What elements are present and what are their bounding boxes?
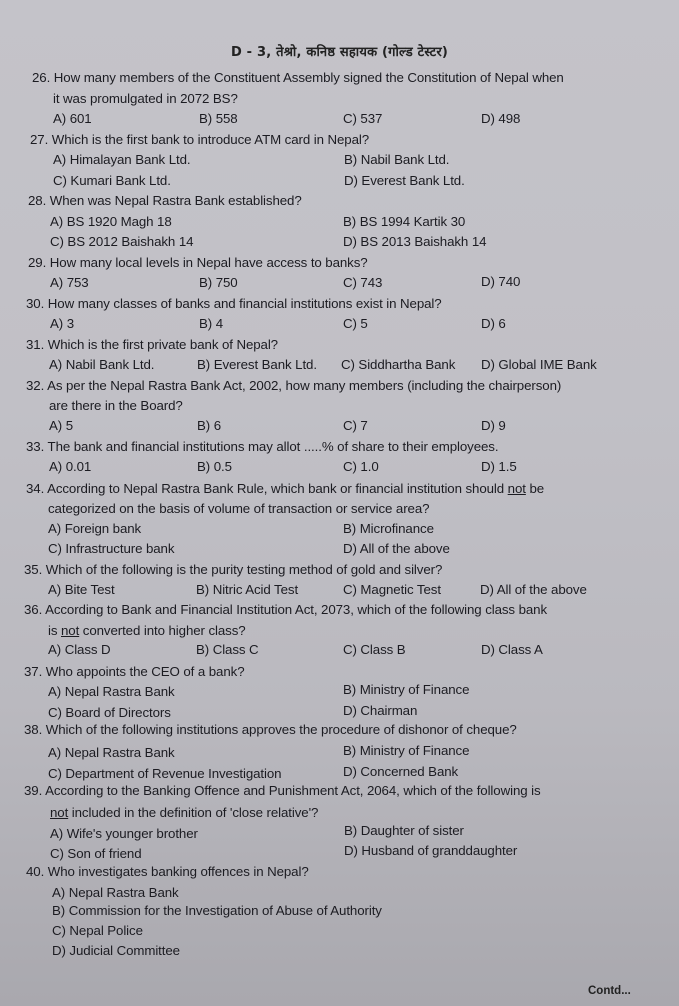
question-text: According to Nepal Rastra Bank Rule, which bank or financial institution should bbox=[47, 481, 508, 496]
option-b: B) Daughter of sister bbox=[344, 823, 464, 838]
question-stem bbox=[26, 337, 278, 352]
option-c: C) BS 2012 Baishakh 14 bbox=[50, 234, 194, 249]
option-c: C) 743 bbox=[343, 275, 383, 290]
question-text: As per the Nepal Rastra Bank Act, 2002, how many members (including the chairperson) bbox=[47, 378, 562, 393]
option-c: C) Infrastructure bank bbox=[48, 541, 175, 556]
question-stem bbox=[26, 378, 561, 393]
question-stem-cont: categorized on the basis of volume of transaction or service area? bbox=[48, 501, 430, 516]
option-c: C) Siddhartha Bank bbox=[341, 357, 456, 372]
question-number: 39. bbox=[24, 783, 43, 798]
question-text: is bbox=[48, 623, 61, 638]
question-stem-cont: it was promulgated in 2072 BS? bbox=[53, 91, 238, 106]
option-d: D) BS 2013 Baishakh 14 bbox=[343, 234, 487, 249]
option-d: D) 1.5 bbox=[481, 459, 517, 474]
option-c: C) Kumari Bank Ltd. bbox=[53, 173, 171, 188]
question-number: 31. bbox=[26, 337, 45, 352]
option-d: D) Husband of granddaughter bbox=[344, 843, 518, 858]
option-b: B) Nitric Acid Test bbox=[196, 582, 299, 597]
question-stem bbox=[28, 255, 368, 270]
option-d: D) Class A bbox=[481, 642, 543, 657]
question-text: The bank and financial institutions may allot .....% of share to their employees. bbox=[47, 439, 499, 454]
option-c: C) 5 bbox=[343, 316, 368, 331]
option-a: A) 0.01 bbox=[49, 459, 92, 474]
option-a: A) 5 bbox=[49, 418, 73, 433]
option-b: B) Class C bbox=[196, 642, 259, 657]
question-text: Which is the first private bank of Nepal? bbox=[47, 337, 278, 352]
question-text: Who investigates banking offences in Nepal? bbox=[47, 864, 309, 879]
question-number: 30. bbox=[26, 296, 45, 311]
question-number: 32. bbox=[26, 378, 45, 393]
question-text: When was Nepal Rastra Bank established? bbox=[49, 193, 302, 208]
option-d: D) 740 bbox=[481, 274, 521, 289]
question-stem bbox=[24, 783, 541, 798]
option-a: A) 753 bbox=[50, 275, 89, 290]
question-number: 34. bbox=[26, 481, 45, 496]
question-stem-cont bbox=[50, 805, 318, 820]
option-d: D) All of the above bbox=[480, 582, 587, 597]
question-stem bbox=[26, 864, 309, 879]
option-b: B) Ministry of Finance bbox=[343, 743, 470, 758]
question-number: 38. bbox=[24, 722, 43, 737]
option-a: A) Nabil Bank Ltd. bbox=[49, 357, 155, 372]
question-stem bbox=[24, 562, 442, 577]
option-b: B) Microfinance bbox=[343, 521, 434, 536]
option-c: C) Son of friend bbox=[50, 846, 142, 861]
option-a: A) Bite Test bbox=[48, 582, 115, 597]
option-c: C) 1.0 bbox=[343, 459, 379, 474]
question-stem bbox=[32, 70, 564, 85]
question-number: 33. bbox=[26, 439, 45, 454]
question-text-end: be bbox=[525, 481, 545, 496]
question-stem bbox=[26, 439, 498, 454]
option-d: D) Concerned Bank bbox=[343, 764, 459, 779]
option-c: C) Magnetic Test bbox=[343, 582, 441, 597]
option-c: C) Board of Directors bbox=[48, 705, 171, 720]
option-a: A) Class D bbox=[48, 642, 111, 657]
option-d: D) Chairman bbox=[343, 703, 418, 718]
question-text: Which of the following institutions approves the procedure of dishonor of cheque? bbox=[45, 722, 517, 737]
option-a: A) Foreign bank bbox=[48, 521, 142, 536]
question-number: 40. bbox=[26, 864, 45, 879]
option-b: B) 558 bbox=[199, 111, 238, 126]
option-c: C) Department of Revenue Investigation bbox=[48, 766, 282, 781]
question-text: How many classes of banks and financial institutions exist in Nepal? bbox=[47, 296, 442, 311]
question-stem bbox=[24, 722, 517, 737]
option-d: D) 6 bbox=[481, 316, 506, 331]
question-number: 27. bbox=[30, 132, 49, 147]
option-a: A) BS 1920 Magh 18 bbox=[50, 214, 172, 229]
option-b: B) Nabil Bank Ltd. bbox=[344, 152, 450, 167]
option-a: A) Himalayan Bank Ltd. bbox=[53, 152, 191, 167]
question-stem-cont bbox=[48, 623, 246, 638]
question-text-end: included in the definition of 'close relative'? bbox=[68, 805, 319, 820]
option-a: A) Wife's younger brother bbox=[50, 826, 198, 841]
option-c: C) 537 bbox=[343, 111, 383, 126]
question-text: How many local levels in Nepal have access to banks? bbox=[49, 255, 368, 270]
emphasis-not: not bbox=[61, 623, 80, 638]
option-b: B) 4 bbox=[199, 316, 223, 331]
question-text: According to the Banking Offence and Punishment Act, 2064, which of the following is bbox=[45, 783, 541, 798]
option-d: D) Everest Bank Ltd. bbox=[344, 173, 465, 188]
question-number: 37. bbox=[24, 664, 43, 679]
option-a: A) Nepal Rastra Bank bbox=[48, 684, 175, 699]
option-d: D) All of the above bbox=[343, 541, 450, 556]
question-text: Which is the first bank to introduce ATM card in Nepal? bbox=[51, 132, 370, 147]
question-number: 29. bbox=[28, 255, 47, 270]
question-text: According to Bank and Financial Institution Act, 2073, which of the following class bank bbox=[45, 602, 548, 617]
question-text-end: converted into higher class? bbox=[79, 623, 246, 638]
emphasis-not: not bbox=[50, 805, 69, 820]
emphasis-not: not bbox=[507, 481, 526, 496]
continued-note: Contd... bbox=[588, 985, 631, 997]
question-stem bbox=[26, 296, 442, 311]
option-a: A) 601 bbox=[53, 111, 92, 126]
option-b: B) 6 bbox=[197, 418, 221, 433]
question-stem bbox=[30, 132, 369, 147]
paper-header: D - 3, तेश्रो, कनिष्ठ सहायक (गोल्ड टेस्टर) bbox=[230, 45, 449, 60]
question-text: How many members of the Constituent Assembly signed the Constitution of Nepal when bbox=[53, 70, 564, 85]
question-number: 35. bbox=[24, 562, 43, 577]
question-stem bbox=[24, 664, 245, 679]
question-text: Which of the following is the purity testing method of gold and silver? bbox=[45, 562, 443, 577]
option-d: D) Global IME Bank bbox=[481, 357, 597, 372]
question-stem-cont: are there in the Board? bbox=[49, 398, 183, 413]
question-number: 28. bbox=[28, 193, 47, 208]
question-text: Who appoints the CEO of a bank? bbox=[45, 664, 245, 679]
option-a: A) Nepal Rastra Bank bbox=[48, 745, 175, 760]
option-a: A) Nepal Rastra Bank bbox=[52, 885, 179, 900]
option-d: D) Judicial Committee bbox=[52, 943, 180, 958]
option-c: C) 7 bbox=[343, 418, 368, 433]
option-d: D) 498 bbox=[481, 111, 521, 126]
option-b: B) 750 bbox=[199, 275, 238, 290]
question-stem bbox=[26, 481, 544, 496]
question-number: 36. bbox=[24, 602, 43, 617]
option-b: B) 0.5 bbox=[197, 459, 232, 474]
question-stem bbox=[24, 602, 547, 617]
option-a: A) 3 bbox=[50, 316, 74, 331]
option-d: D) 9 bbox=[481, 418, 506, 433]
question-stem bbox=[28, 193, 302, 208]
option-c: C) Class B bbox=[343, 642, 406, 657]
option-b: B) Commission for the Investigation of Abuse of Authority bbox=[52, 903, 382, 918]
option-b: B) BS 1994 Kartik 30 bbox=[343, 214, 466, 229]
option-b: B) Ministry of Finance bbox=[343, 682, 470, 697]
question-number: 26. bbox=[32, 70, 51, 85]
option-b: B) Everest Bank Ltd. bbox=[197, 357, 317, 372]
option-c: C) Nepal Police bbox=[52, 923, 143, 938]
